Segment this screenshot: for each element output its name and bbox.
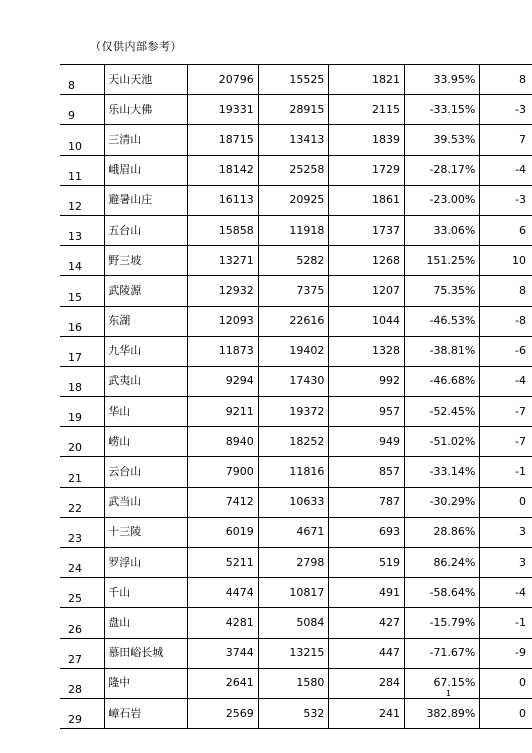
table-row <box>60 336 532 366</box>
value-1-cell: 18715 <box>188 125 259 155</box>
value-1-cell: 6019 <box>188 517 259 547</box>
scenic-name-cell: 云台山 <box>105 457 188 487</box>
rank-change-cell: 0 <box>480 698 532 728</box>
value-1-cell: 20796 <box>188 65 259 95</box>
value-3-cell: 857 <box>329 457 405 487</box>
percent-change-cell: -46.53% <box>405 306 480 336</box>
rank-change-cell: -8 <box>480 306 532 336</box>
value-2-cell: 10817 <box>258 578 329 608</box>
value-1-cell: 18142 <box>188 155 259 185</box>
value-2-cell: 15525 <box>258 65 329 95</box>
percent-change-cell: -33.15% <box>405 95 480 125</box>
rank-change-cell: -7 <box>480 397 532 427</box>
percent-change-cell: -28.17% <box>405 155 480 185</box>
value-2-cell: 28915 <box>258 95 329 125</box>
value-1-cell: 11873 <box>188 336 259 366</box>
rank-cell: 18 <box>60 366 105 396</box>
rank-cell: 26 <box>60 608 105 638</box>
rank-change-cell: 8 <box>480 65 532 95</box>
table-row <box>60 698 532 728</box>
table-row <box>60 185 532 215</box>
table-row <box>60 366 532 396</box>
rank-change-cell: 3 <box>480 548 532 578</box>
value-2-cell: 7375 <box>258 276 329 306</box>
rank-change-cell: 7 <box>480 125 532 155</box>
table-row <box>60 65 532 95</box>
value-2-cell: 11816 <box>258 457 329 487</box>
scenic-name-cell: 九华山 <box>105 336 188 366</box>
scenic-name-cell: 野三坡 <box>105 246 188 276</box>
value-2-cell: 532 <box>258 698 329 728</box>
value-3-cell: 949 <box>329 427 405 457</box>
value-3-cell: 519 <box>329 548 405 578</box>
value-3-cell: 2115 <box>329 95 405 125</box>
rank-change-cell: -9 <box>480 638 532 668</box>
value-3-cell: 284 <box>329 668 405 698</box>
value-3-cell: 693 <box>329 517 405 547</box>
percent-change-cell: -33.14% <box>405 457 480 487</box>
table-row <box>60 548 532 578</box>
value-2-cell: 1580 <box>258 668 329 698</box>
value-3-cell: 1861 <box>329 185 405 215</box>
scenic-area-ranking-table <box>60 64 532 729</box>
percent-change-cell: 39.53% <box>405 125 480 155</box>
table-row <box>60 517 532 547</box>
rank-cell: 13 <box>60 215 105 245</box>
value-1-cell: 7900 <box>188 457 259 487</box>
table-row <box>60 457 532 487</box>
value-1-cell: 4281 <box>188 608 259 638</box>
scenic-name-cell: 千山 <box>105 578 188 608</box>
rank-change-cell: -7 <box>480 427 532 457</box>
value-1-cell: 2569 <box>188 698 259 728</box>
rank-cell: 28 <box>60 668 105 698</box>
value-3-cell: 1729 <box>329 155 405 185</box>
value-3-cell: 447 <box>329 638 405 668</box>
rank-change-cell: -1 <box>480 457 532 487</box>
percent-change-cell: -30.29% <box>405 487 480 517</box>
scenic-name-cell: 峨眉山 <box>105 155 188 185</box>
rank-cell: 24 <box>60 548 105 578</box>
table-row <box>60 155 532 185</box>
value-2-cell: 20925 <box>258 185 329 215</box>
rank-change-cell: -4 <box>480 578 532 608</box>
rank-cell: 25 <box>60 578 105 608</box>
rank-change-cell: -6 <box>480 336 532 366</box>
rank-change-cell: -3 <box>480 185 532 215</box>
percent-change-cell: 33.95% <box>405 65 480 95</box>
rank-change-cell: 10 <box>480 246 532 276</box>
percent-change-cell: 151.25% <box>405 246 480 276</box>
table-row <box>60 276 532 306</box>
rank-change-cell: 0 <box>480 668 532 698</box>
percent-change-cell: -58.64% <box>405 578 480 608</box>
rank-change-cell: 8 <box>480 276 532 306</box>
value-3-cell: 1328 <box>329 336 405 366</box>
rank-change-cell: -1 <box>480 608 532 638</box>
value-2-cell: 5084 <box>258 608 329 638</box>
scenic-name-cell: 三清山 <box>105 125 188 155</box>
value-1-cell: 5211 <box>188 548 259 578</box>
rank-change-cell: 3 <box>480 517 532 547</box>
value-3-cell: 1268 <box>329 246 405 276</box>
rank-cell: 12 <box>60 185 105 215</box>
internal-reference-note: （仅供内部参考） <box>90 40 182 53</box>
value-1-cell: 12093 <box>188 306 259 336</box>
value-2-cell: 25258 <box>258 155 329 185</box>
value-2-cell: 10633 <box>258 487 329 517</box>
table-row <box>60 125 532 155</box>
rank-cell: 23 <box>60 517 105 547</box>
rank-cell: 10 <box>60 125 105 155</box>
value-2-cell: 13413 <box>258 125 329 155</box>
scenic-name-cell: 避暑山庄 <box>105 185 188 215</box>
rank-cell: 9 <box>60 95 105 125</box>
rank-cell: 14 <box>60 246 105 276</box>
rank-change-cell: -4 <box>480 366 532 396</box>
value-3-cell: 1821 <box>329 65 405 95</box>
rank-cell: 8 <box>60 65 105 95</box>
rank-cell: 20 <box>60 427 105 457</box>
rank-cell: 22 <box>60 487 105 517</box>
value-2-cell: 22616 <box>258 306 329 336</box>
percent-change-cell: 33.06% <box>405 215 480 245</box>
table-row <box>60 578 532 608</box>
scenic-name-cell: 武陵源 <box>105 276 188 306</box>
rank-cell: 16 <box>60 306 105 336</box>
rank-change-cell: 0 <box>480 487 532 517</box>
scenic-name-cell: 五台山 <box>105 215 188 245</box>
value-1-cell: 2641 <box>188 668 259 698</box>
table-row <box>60 246 532 276</box>
value-1-cell: 7412 <box>188 487 259 517</box>
scenic-name-cell: 东湖 <box>105 306 188 336</box>
table-row <box>60 215 532 245</box>
value-2-cell: 19372 <box>258 397 329 427</box>
scenic-name-cell: 武当山 <box>105 487 188 517</box>
value-2-cell: 11918 <box>258 215 329 245</box>
value-2-cell: 19402 <box>258 336 329 366</box>
value-1-cell: 16113 <box>188 185 259 215</box>
value-3-cell: 427 <box>329 608 405 638</box>
percent-change-cell: -71.67% <box>405 638 480 668</box>
value-3-cell: 957 <box>329 397 405 427</box>
table-row <box>60 608 532 638</box>
percent-change-cell: -52.45% <box>405 397 480 427</box>
value-1-cell: 13271 <box>188 246 259 276</box>
rank-cell: 29 <box>60 698 105 728</box>
rank-cell: 21 <box>60 457 105 487</box>
table-row <box>60 95 532 125</box>
rank-change-cell: -3 <box>480 95 532 125</box>
percent-change-cell: 382.89% <box>405 698 480 728</box>
value-2-cell: 5282 <box>258 246 329 276</box>
table-body <box>60 65 532 729</box>
percent-change-cell: 28.86% <box>405 517 480 547</box>
percent-change-cell: -15.79% <box>405 608 480 638</box>
table-row <box>60 306 532 336</box>
rank-change-cell: -4 <box>480 155 532 185</box>
percent-change-cell: 67.15% <box>405 668 480 698</box>
rank-cell: 19 <box>60 397 105 427</box>
table-row <box>60 397 532 427</box>
percent-change-cell: -46.68% <box>405 366 480 396</box>
percent-change-cell: -51.02% <box>405 427 480 457</box>
value-1-cell: 19331 <box>188 95 259 125</box>
scenic-name-cell: 隆中 <box>105 668 188 698</box>
value-1-cell: 3744 <box>188 638 259 668</box>
scenic-name-cell: 慕田峪长城 <box>105 638 188 668</box>
rank-cell: 27 <box>60 638 105 668</box>
rank-cell: 17 <box>60 336 105 366</box>
value-3-cell: 1044 <box>329 306 405 336</box>
scenic-name-cell: 崂山 <box>105 427 188 457</box>
scenic-name-cell: 嶂石岩 <box>105 698 188 728</box>
scenic-name-cell: 十三陵 <box>105 517 188 547</box>
rank-cell: 11 <box>60 155 105 185</box>
scenic-name-cell: 华山 <box>105 397 188 427</box>
value-1-cell: 4474 <box>188 578 259 608</box>
page-number: 1 <box>446 689 452 698</box>
scenic-name-cell: 罗浮山 <box>105 548 188 578</box>
value-3-cell: 992 <box>329 366 405 396</box>
rank-change-cell: 6 <box>480 215 532 245</box>
rank-cell: 15 <box>60 276 105 306</box>
value-2-cell: 13215 <box>258 638 329 668</box>
value-3-cell: 1737 <box>329 215 405 245</box>
value-2-cell: 18252 <box>258 427 329 457</box>
value-1-cell: 9294 <box>188 366 259 396</box>
value-3-cell: 491 <box>329 578 405 608</box>
scenic-name-cell: 天山天池 <box>105 65 188 95</box>
table-row <box>60 487 532 517</box>
percent-change-cell: 86.24% <box>405 548 480 578</box>
value-1-cell: 9211 <box>188 397 259 427</box>
table-row <box>60 427 532 457</box>
value-1-cell: 8940 <box>188 427 259 457</box>
scenic-name-cell: 盘山 <box>105 608 188 638</box>
value-2-cell: 2798 <box>258 548 329 578</box>
value-2-cell: 4671 <box>258 517 329 547</box>
value-3-cell: 1207 <box>329 276 405 306</box>
scenic-name-cell: 武夷山 <box>105 366 188 396</box>
percent-change-cell: -23.00% <box>405 185 480 215</box>
value-3-cell: 787 <box>329 487 405 517</box>
value-1-cell: 15858 <box>188 215 259 245</box>
value-3-cell: 1839 <box>329 125 405 155</box>
value-3-cell: 241 <box>329 698 405 728</box>
percent-change-cell: -38.81% <box>405 336 480 366</box>
percent-change-cell: 75.35% <box>405 276 480 306</box>
table-row <box>60 668 532 698</box>
value-1-cell: 12932 <box>188 276 259 306</box>
table-row <box>60 638 532 668</box>
scenic-name-cell: 乐山大佛 <box>105 95 188 125</box>
value-2-cell: 17430 <box>258 366 329 396</box>
